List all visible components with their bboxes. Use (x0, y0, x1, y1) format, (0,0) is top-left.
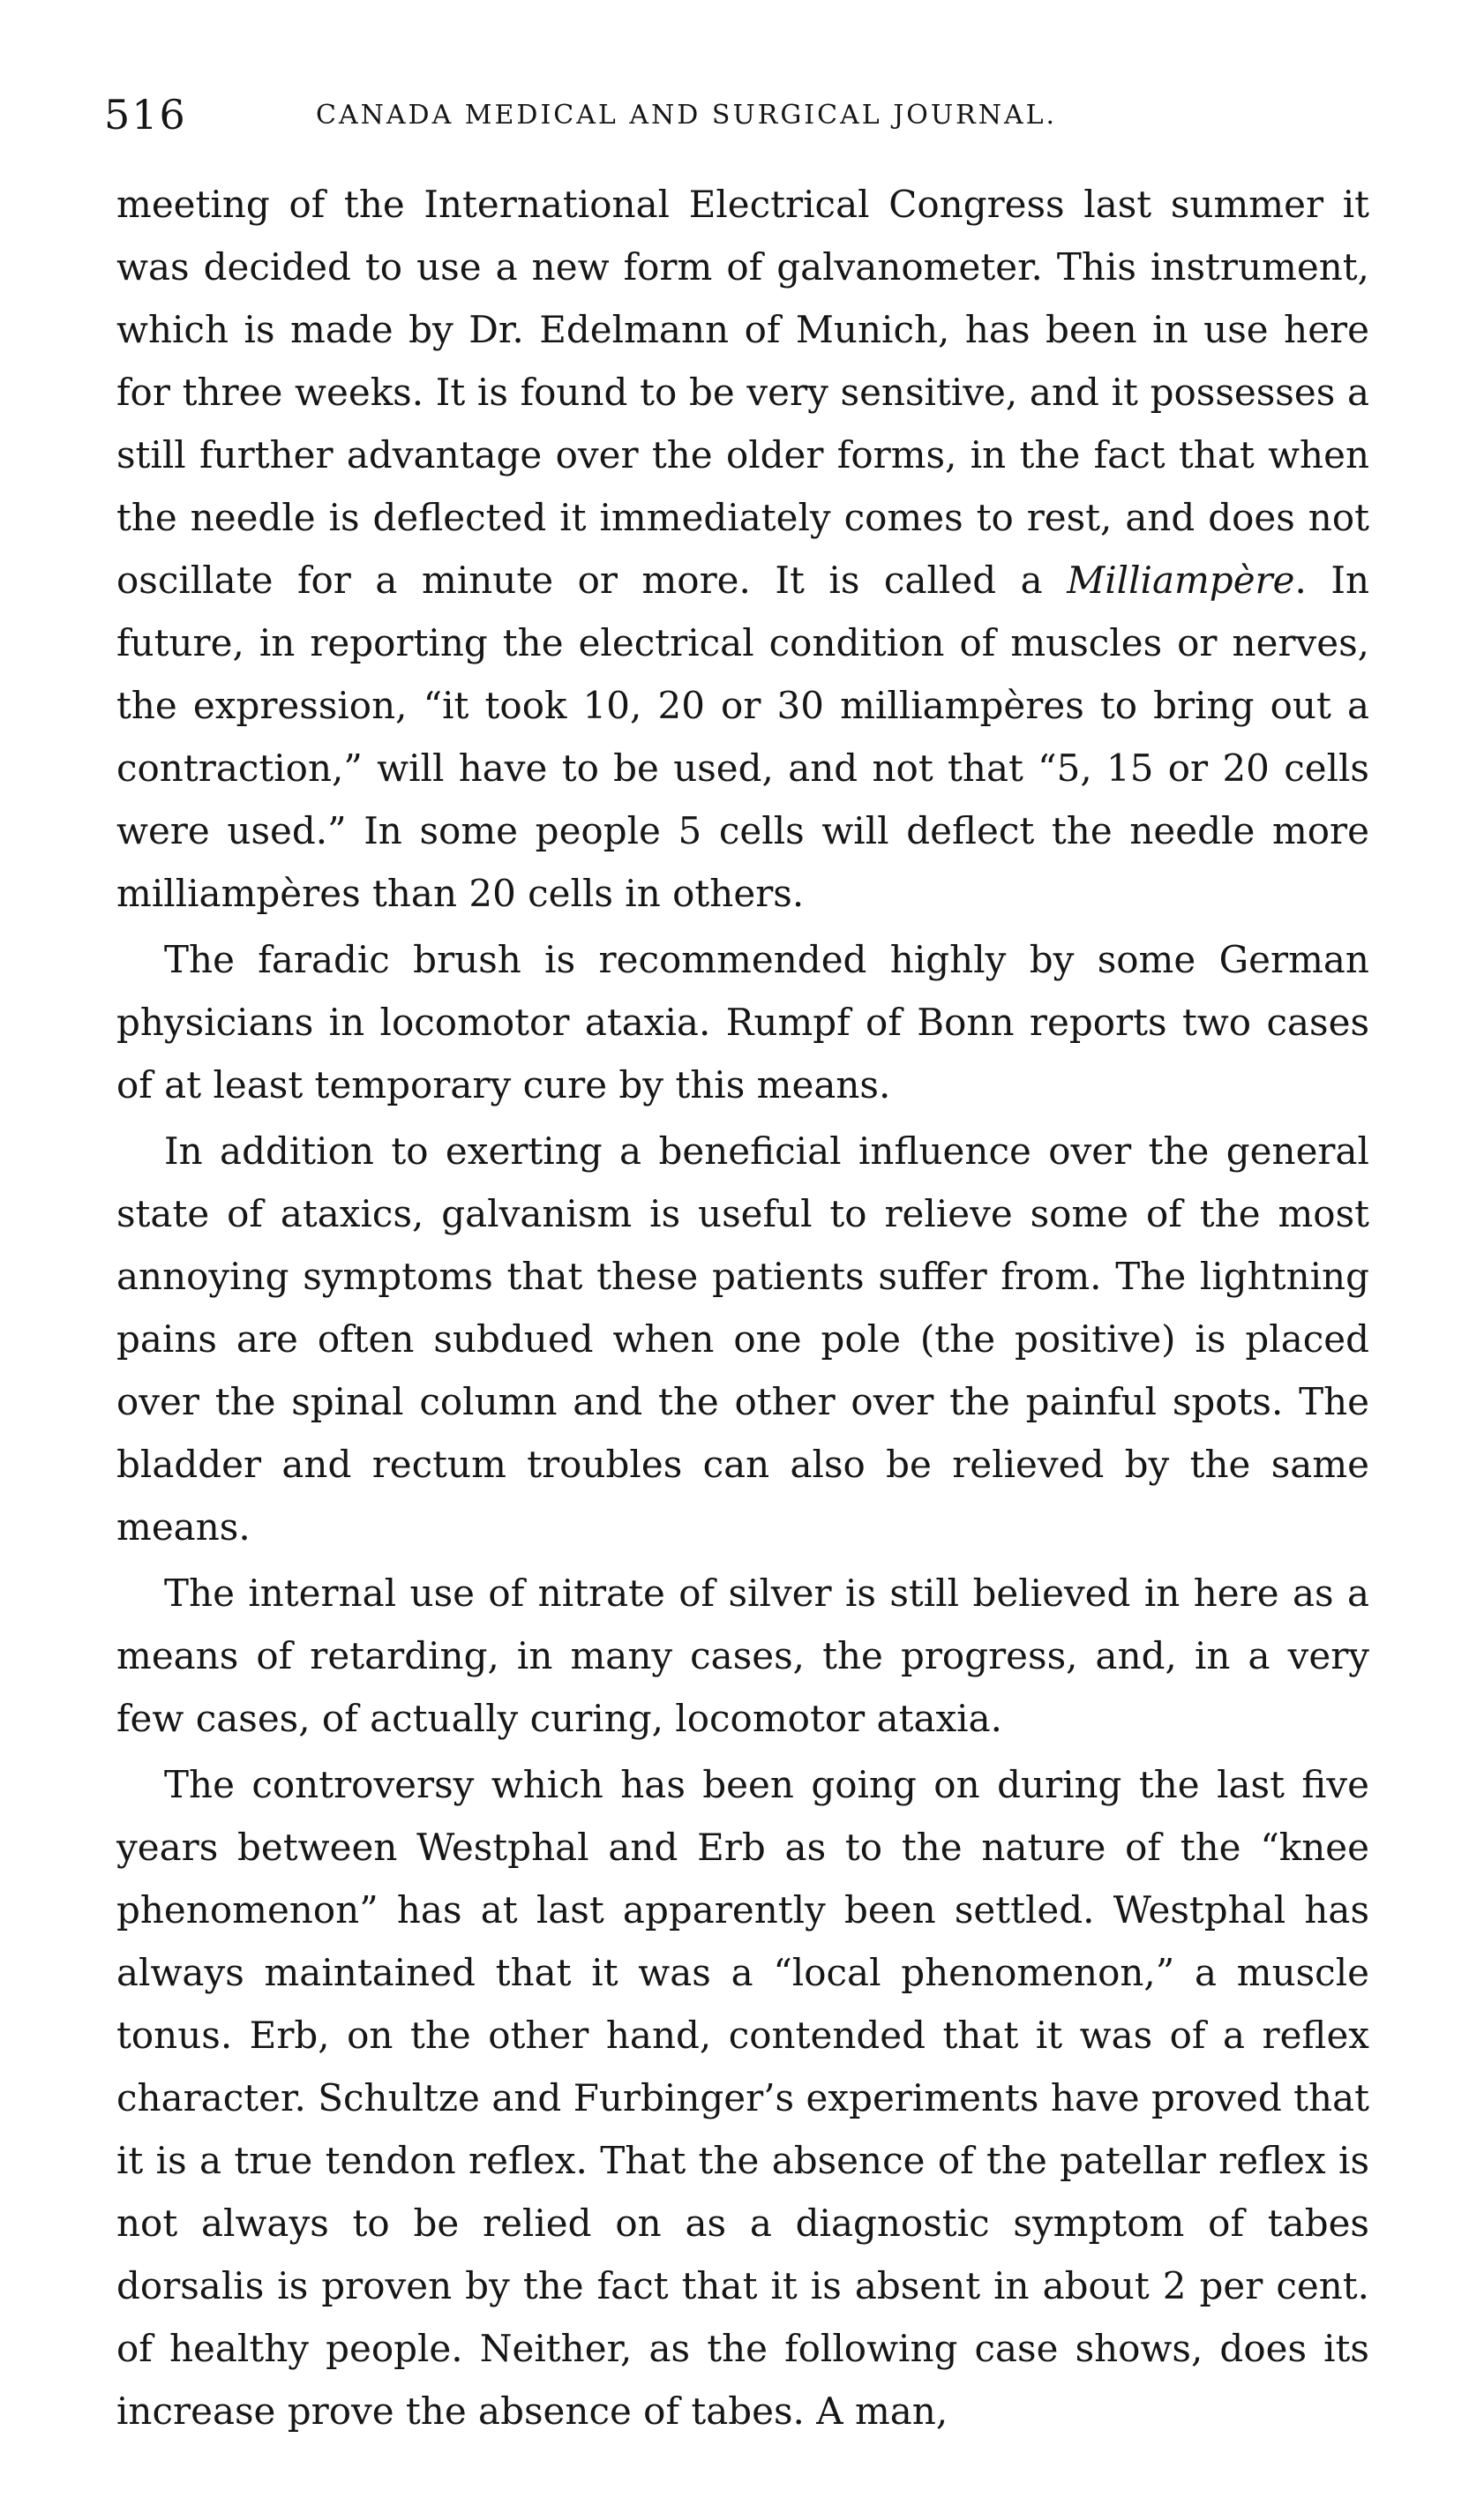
running-head: CANADA MEDICAL AND SURGICAL JOURNAL. (316, 100, 1058, 131)
paragraph-galvanometer (116, 173, 1369, 925)
page-header (104, 88, 1392, 141)
paragraph-galvanism: In addition to exerting a beneficial influence over the general state of ataxics, galvanism is useful to relieve some of the most annoying symptoms that these patients suffer from. The lightning pains are often subdued when one pole (the positive) is placed over the spinal column and the other over the painful spots. The bladder and rectum troubles can also be relieved by the same means. (116, 1129, 1369, 1549)
paragraph-text: meeting of the International Electrical Congress last summer it was decided to use a new form of galvanometer. This instrument, which is made by Dr. Edelmann of Munich, has been in use here for three weeks. It is found to be very sensitive, and it possesses a still further advantage over the older forms, in the fact that when the needle is deflected it immediately comes to rest, and does not oscillate for a minute or more. It is called a (116, 183, 1369, 602)
page-number: 516 (104, 91, 187, 139)
paragraph-faradic-brush: The faradic brush is recommended highly by some German physicians in locomotor ataxia. Rumpf of Bonn reports two cases of at least temporary cure by this means. (116, 938, 1369, 1106)
paragraph-knee-phenomenon: The controversy which has been going on during the last five years between Westphal and Erb as to the nature of the “knee phenomenon” has at last apparently been settled. Westphal has always maintained that it was a “local phenomenon,” a muscle tonus. Erb, on the other hand, contended that it was of a reflex character. Schultze and Furbinger’s experiments have proved that it is a true tendon reflex. That the absence of the patellar reflex is not always to be relied on as a diagnostic symptom of tabes dorsalis is proven by the fact that it is absent in about 2 per cent. of healthy people. Neither, as the following case shows, does its increase prove the absence of tabes. A man, (116, 1763, 1369, 2433)
paragraph-text: . In future, in reporting the electrical condition of muscles or nerves, the expression, “it took 10, 20 or 30 milliampères to bring out a contraction,” will have to be used, and not that “5, 15 or 20 cells were used.” In some people 5 cells will deflect the needle more milliampères than 20 cells in others. (116, 559, 1370, 915)
paragraph-nitrate-of-silver: The internal use of nitrate of silver is still believed in here as a means of retarding, in many cases, the progress, and, in a very few cases, of actually curing, locomotor ataxia. (116, 1572, 1369, 1740)
body-text (116, 173, 1369, 2442)
italic-term: Milliampère (1067, 559, 1295, 602)
